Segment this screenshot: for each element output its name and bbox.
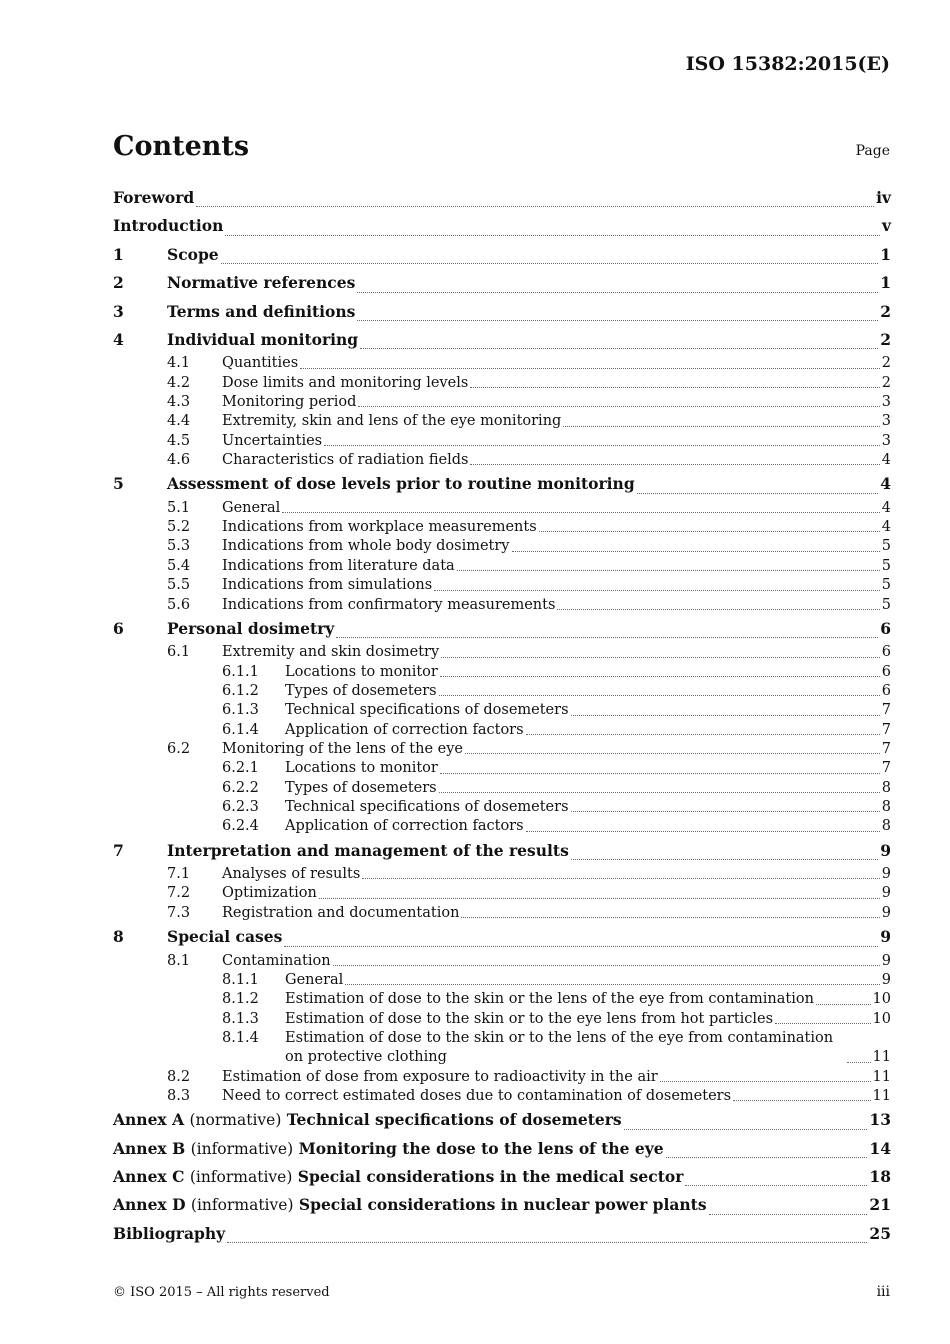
toc-entry[interactable] [113,759,891,778]
toc-entry-title: Contamination [222,952,331,969]
toc-entry-number: 4.6 [167,452,191,469]
toc-entry-title: Assessment of dose levels prior to routine monitoring [167,474,635,494]
toc-entry-page: 7 [881,702,891,719]
copyright-notice: © ISO 2015 – All rights reserved [113,1285,330,1300]
toc-entry-page: 25 [869,1223,891,1243]
toc-entry-page: 4 [881,499,891,516]
toc-entry-number: 6 [113,618,124,638]
toc-entry-title: Indications from whole body dosimetry [222,538,510,555]
toc-entry-page: 11 [872,1049,891,1066]
annex-type: (informative) [190,1139,294,1158]
dot-leader [733,1100,871,1101]
toc-entry-body [167,326,891,354]
toc-entry-number: 6.1 [167,644,191,661]
toc-entry[interactable] [113,298,891,326]
toc-entry-number: 6.2 [167,740,191,757]
toc-entry-body [222,1087,891,1106]
toc-entry-number: 4.4 [167,413,191,430]
toc-entry-title: Monitoring period [222,394,357,411]
toc-entry-page: 6 [880,618,891,638]
toc-entry[interactable] [113,643,891,662]
dot-leader [440,773,880,774]
toc-entry-number: 5.6 [167,596,191,613]
dot-leader [816,1004,871,1005]
toc-entry[interactable] [113,923,891,951]
toc-entry-title: Dose limits and monitoring levels [222,374,469,391]
toc-entry-body [167,269,891,297]
toc-entry-body [222,596,891,615]
dot-leader [333,965,880,966]
toc-entry[interactable] [113,971,891,990]
dot-leader [196,206,874,207]
toc-entry[interactable] [113,576,891,595]
toc-entry-page: 7 [881,740,891,757]
dot-leader [439,695,880,696]
toc-entry-number: 5.4 [167,557,191,574]
dot-leader [526,831,880,832]
toc-entry-page: 3 [881,413,891,430]
toc-entry[interactable] [113,884,891,903]
toc-entry-number: 1 [113,244,124,264]
toc-entry-title [113,1106,622,1134]
toc-entry-page: 6 [881,663,891,680]
toc-entry-title: Optimization [222,885,317,902]
toc-entry[interactable] [113,779,891,798]
toc-entry[interactable] [113,557,891,576]
dot-leader [221,263,879,264]
toc-entry-title: Quantities [222,355,299,372]
toc-entry-page: 9 [881,904,891,921]
toc-entry-page: 9 [880,927,891,947]
toc-entry-number: 6.1.3 [222,702,259,719]
toc-entry-title: Introduction [113,216,224,236]
dot-leader [461,917,879,918]
toc-entry-title: Technical specifications of dosemeters [285,799,569,815]
toc-entry-number: 4.5 [167,432,191,449]
dot-leader [470,387,879,388]
toc-entry[interactable] [113,1087,891,1106]
toc-entry-body [285,1010,891,1029]
toc-entry-page: 13 [869,1110,891,1130]
toc-entry-number: 6.1.4 [222,721,259,738]
dot-leader [571,859,878,860]
toc-entry-title [113,1163,683,1191]
toc-entry-body [167,837,891,865]
toc-entry-title: Indications from simulations [222,577,433,594]
toc-entry-title: Personal dosimetry [167,618,335,638]
toc-entry-page: 2 [881,355,891,372]
toc-entry-body [222,557,891,576]
toc-entry-body [113,1163,891,1191]
toc-entry-title: Extremity, skin and lens of the eye monitoring [222,413,562,430]
dot-leader [557,609,879,610]
dot-leader [571,715,880,716]
toc-entry-number: 2 [113,273,124,293]
toc-entry-title: Registration and documentation [222,904,460,921]
toc-entry-title [113,1135,664,1163]
toc-entry-body [285,663,891,682]
dot-leader [345,984,879,985]
toc-entry-page: v [881,216,891,236]
toc-entry-page: 5 [881,596,891,613]
page-column-label: Page [855,143,890,159]
toc-entry[interactable] [113,269,891,297]
dot-leader [227,1242,867,1243]
annex-label: Annex D [113,1195,186,1215]
toc-entry-number: 8.1.4 [222,1029,259,1046]
toc-entry-number: 8 [113,927,124,947]
dot-leader [847,1062,871,1063]
toc-entry-body [285,1029,891,1068]
toc-entry-body [285,682,891,701]
toc-entry-number: 8.1 [167,952,191,969]
toc-entry-page: 5 [881,538,891,555]
annex-title: Special considerations in nuclear power plants [298,1195,707,1215]
toc-entry[interactable] [113,596,891,615]
dot-leader [319,898,880,899]
dot-leader [571,811,880,812]
toc-entry-page: 11 [872,1068,891,1085]
dot-leader [360,348,878,349]
dot-leader [225,235,880,236]
toc-entry[interactable] [113,393,891,412]
toc-entry[interactable] [113,499,891,518]
toc-entry-body [222,952,891,971]
toc-entry-page: 6 [881,682,891,699]
toc-entry-body [222,576,891,595]
toc-entry-body [285,701,891,720]
dot-leader [563,426,879,427]
toc-entry[interactable] [113,701,891,720]
dot-leader [470,464,879,465]
toc-entry-page: 5 [881,557,891,574]
toc-entry[interactable] [113,1010,891,1029]
toc-entry[interactable] [113,721,891,740]
annex-title: Special considerations in the medical sector [297,1167,684,1187]
toc-entry-page: 8 [881,818,891,835]
toc-entry-title: Characteristics of radiation fields [222,452,469,469]
toc-entry-body [113,1106,891,1134]
toc-entry-number: 5.5 [167,577,191,594]
toc-entry-number: 4.1 [167,355,191,372]
toc-entry-number: 8.2 [167,1068,191,1085]
toc-entry-number: 4.3 [167,394,191,411]
dot-leader [660,1081,871,1082]
toc-entry-body [285,779,891,798]
toc-entry-page: 1 [880,273,891,293]
dot-leader [357,320,878,321]
toc-entry-page: 2 [880,329,891,349]
toc-entry-body [113,1135,891,1163]
toc-entry-page: 11 [872,1087,891,1104]
toc-entry-number: 7.1 [167,866,191,883]
toc-entry-body [222,740,891,759]
toc-entry-title: Extremity and skin dosimetry [222,644,440,661]
toc-entry-title: Normative references [167,273,356,293]
dot-leader [434,590,880,591]
toc-entry[interactable] [113,470,891,498]
toc-entry-title: Foreword [113,188,195,207]
toc-entry-number: 8.1.2 [222,991,259,1008]
annex-label: Annex B [113,1138,186,1158]
toc-entry-page: 14 [869,1138,891,1158]
toc-entry-page: 4 [880,474,891,494]
toc-entry-number: 7.2 [167,885,191,902]
toc-entry-title: Application of correction factors [285,818,524,835]
toc-entry[interactable] [113,451,891,470]
toc-entry-title: Technical specifications of dosemeters [285,702,569,719]
toc-entry[interactable] [113,990,891,1009]
toc-entry-body [113,1191,891,1219]
toc-entry-number: 6.2.2 [222,779,259,796]
dot-leader [282,512,879,513]
toc-entry[interactable] [113,952,891,971]
toc-entry[interactable] [113,1163,891,1191]
toc-entry[interactable] [113,682,891,701]
toc-entry-number: 5.3 [167,538,191,555]
toc-entry-body [113,212,891,240]
toc-entry-page: 21 [869,1195,891,1215]
toc-entry[interactable] [113,241,891,269]
annex-label: Annex C [113,1167,185,1187]
toc-entry-number: 4 [113,329,124,349]
toc-entry-number: 5.2 [167,519,191,536]
toc-entry-number: 6.1.2 [222,682,259,699]
toc-entry[interactable] [113,184,891,212]
dot-leader [336,637,878,638]
toc-entry-title: Estimation of dose to the skin or to the lens of the eye from contamination on protective clothing [285,1029,834,1066]
toc-entry-body [222,1068,891,1087]
annex-type: (normative) [189,1111,282,1130]
dot-leader [439,792,880,793]
dot-leader [362,878,880,879]
toc-entry-body [222,393,891,412]
toc-entry-body [285,798,891,817]
toc-entry[interactable] [113,1029,891,1068]
toc-entry-page: 5 [881,577,891,594]
toc-entry[interactable] [113,412,891,431]
toc-entry-title: Individual monitoring [167,329,359,349]
annex-title: Technical specifications of dosemeters [286,1110,622,1130]
toc-entry-body [167,298,891,326]
dot-leader [775,1023,870,1024]
toc-entry-page: 2 [881,374,891,391]
toc-entry-number: 6.1.1 [222,663,259,680]
toc-entry-page: 18 [869,1167,891,1187]
toc-entry[interactable] [113,1106,891,1134]
toc-entry[interactable] [113,374,891,393]
toc-entry[interactable] [113,904,891,923]
dot-leader [284,946,878,947]
toc-entry-body [222,537,891,556]
toc-entry-title: Monitoring of the lens of the eye [222,740,463,757]
dot-leader [358,406,879,407]
toc-entry-body [285,817,891,836]
toc-entry-page: 10 [872,991,891,1008]
toc-entry[interactable] [113,615,891,643]
toc-entry-body [222,643,891,662]
toc-entry-title: Special cases [167,927,283,947]
toc-entry-number: 6.2.4 [222,818,259,835]
toc-entry-title: Indications from confirmatory measurements [222,596,556,613]
toc-entry-page: 9 [881,885,891,902]
toc-entry-number: 4.2 [167,374,191,391]
toc-entry-page: iv [876,188,891,207]
dot-leader [624,1129,868,1130]
toc-entry[interactable] [113,865,891,884]
toc-entry-body [222,412,891,431]
annex-type: (informative) [189,1168,293,1187]
toc-entry[interactable] [113,740,891,759]
dot-leader [637,493,879,494]
toc-entry-number: 6.2.1 [222,760,259,777]
toc-entry-title: General [285,971,344,988]
toc-entry-title: Locations to monitor [285,760,438,777]
toc-entry-page: 9 [881,971,891,988]
toc-entry[interactable] [113,537,891,556]
toc-entry-title: Interpretation and management of the results [167,840,569,860]
toc-entry-page: 8 [881,799,891,815]
toc-entry-title: Estimation of dose to the skin or to the eye lens from hot particles [285,1010,774,1027]
dot-leader [440,676,880,677]
toc-entry-body [285,759,891,778]
toc-entry-page: 8 [881,779,891,796]
toc-entry-title: Estimation of dose from exposure to radioactivity in the air [222,1068,658,1085]
dot-leader [300,368,880,369]
toc-entry[interactable] [113,837,891,865]
annex-type: (informative) [190,1196,294,1215]
toc-entry-title: General [222,499,281,516]
toc-entry[interactable] [113,1220,891,1248]
toc-entry-title: Indications from literature data [222,557,455,574]
toc-entry-page: 7 [881,760,891,777]
toc-entry[interactable] [113,1068,891,1087]
toc-entry-page: 10 [872,1010,891,1027]
toc-entry-body [167,923,891,951]
toc-entry-number: 3 [113,301,124,321]
toc-entry-page: 9 [881,952,891,969]
toc-entry-number: 8.1.1 [222,971,259,988]
dot-leader [539,531,880,532]
dot-leader [666,1157,868,1158]
toc-entry[interactable] [113,798,891,817]
toc-entry-number: 5.1 [167,499,191,516]
toc-entry-title: Terms and definitions [167,301,356,321]
toc-entry-body [222,451,891,470]
dot-leader [709,1214,868,1215]
dot-leader [685,1185,867,1186]
toc-entry-body [222,374,891,393]
dot-leader [441,657,880,658]
toc-entry-title: Analyses of results [222,866,361,883]
dot-leader [457,570,880,571]
toc-entry-number: 8.3 [167,1087,191,1104]
toc-entry-title: Uncertainties [222,432,323,449]
toc-entry[interactable] [113,354,891,373]
toc-entry-number: 7.3 [167,904,191,921]
toc-entry-page: 9 [881,866,891,883]
page-number: iii [876,1284,890,1300]
page-title: Contents [113,131,250,162]
toc-entry-title [113,1191,707,1219]
table-of-contents [113,184,891,1248]
toc-entry-number: 6.2.3 [222,799,259,815]
toc-entry-body [113,184,891,212]
toc-entry-title: Types of dosemeters [285,779,437,796]
toc-entry-body [222,354,891,373]
toc-entry-number: 7 [113,840,124,860]
toc-entry-title: Indications from workplace measurements [222,519,537,536]
annex-title: Monitoring the dose to the lens of the eye [298,1138,664,1158]
toc-entry-page: 4 [881,519,891,536]
toc-entry[interactable] [113,212,891,240]
toc-entry[interactable] [113,326,891,354]
toc-entry-page: 2 [880,301,891,321]
toc-entry-page: 4 [881,452,891,469]
dot-leader [512,551,880,552]
toc-entry-title: Application of correction factors [285,721,524,738]
toc-entry-body [222,432,891,451]
toc-entry-number: 8.1.3 [222,1010,259,1027]
toc-entry-body [222,499,891,518]
toc-entry[interactable] [113,1191,891,1219]
toc-entry-page: 3 [881,432,891,449]
toc-entry-page: 6 [881,644,891,661]
toc-entry-page: 1 [880,244,891,264]
toc-entry[interactable] [113,1135,891,1163]
toc-entry-body [222,904,891,923]
toc-entry-title: Bibliography [113,1223,226,1243]
toc-entry-title: Types of dosemeters [285,682,437,699]
toc-entry-body [167,241,891,269]
dot-leader [526,734,880,735]
toc-entry-title: Estimation of dose to the skin or the lens of the eye from contamination [285,991,814,1008]
toc-entry[interactable] [113,518,891,537]
dot-leader [324,445,880,446]
dot-leader [465,753,880,754]
toc-entry[interactable] [113,663,891,682]
toc-entry[interactable] [113,817,891,836]
toc-entry-body [222,865,891,884]
toc-entry-number: 5 [113,474,124,494]
toc-entry-body [285,721,891,740]
toc-entry[interactable] [113,432,891,451]
toc-entry-title: Need to correct estimated doses due to contamination of dosemeters [222,1087,732,1104]
toc-entry-title: Scope [167,244,219,264]
document-id: ISO 15382:2015(E) [685,53,890,75]
toc-entry-body [285,971,891,990]
toc-entry-page: 9 [880,840,891,860]
toc-entry-title: Locations to monitor [285,663,438,680]
toc-entry-body [285,990,891,1009]
dot-leader [357,292,878,293]
annex-label: Annex A [113,1110,185,1130]
toc-entry-body [113,1220,891,1248]
toc-entry-body [167,470,891,498]
toc-entry-body [222,518,891,537]
toc-entry-body [167,615,891,643]
toc-entry-page: 3 [881,394,891,411]
toc-entry-page: 7 [881,721,891,738]
toc-entry-body [222,884,891,903]
